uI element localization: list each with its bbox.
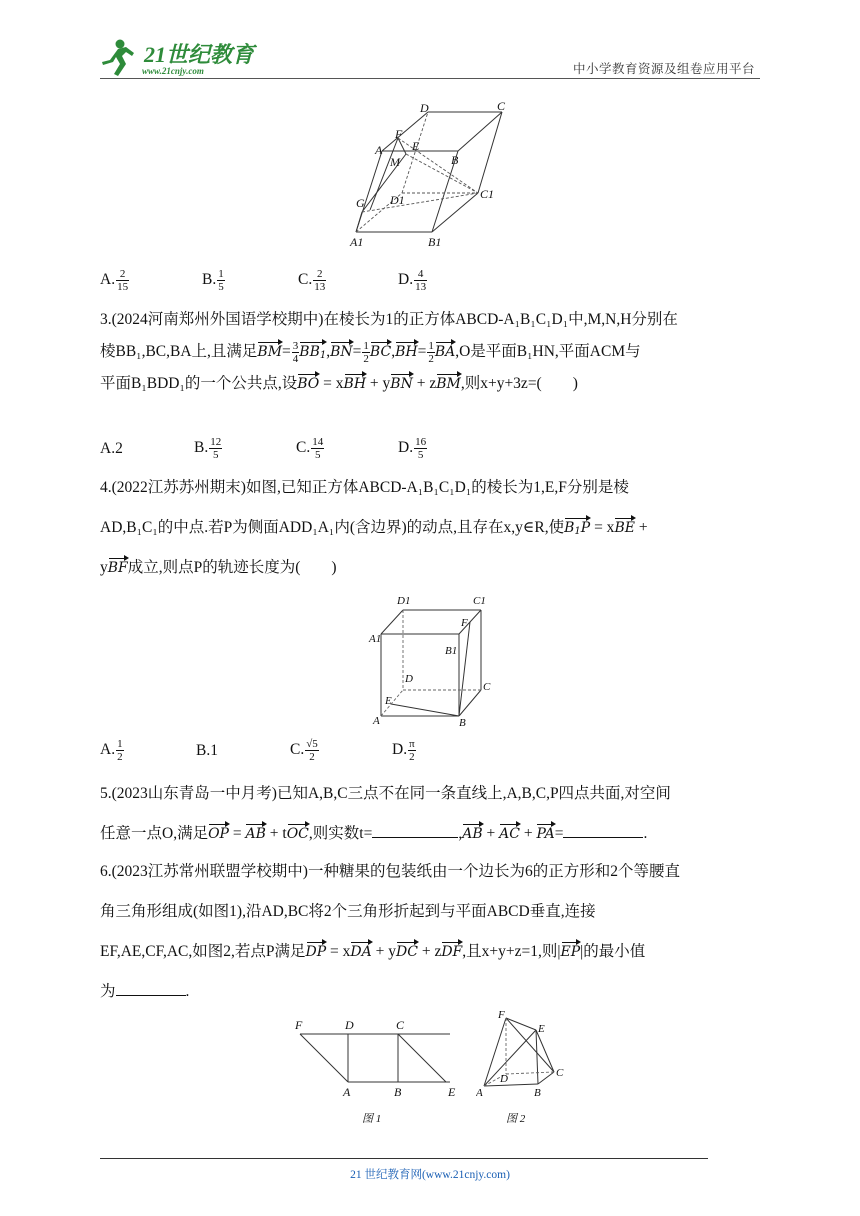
q3-option-b[interactable]: B. $\frac{12}{5}$ xyxy=(194,436,222,461)
label-D: D xyxy=(345,1018,354,1032)
label-E: E xyxy=(448,1085,456,1099)
label-C1: C1 xyxy=(480,187,495,201)
q2-options xyxy=(100,268,760,298)
q4-option-b[interactable]: B.1 xyxy=(196,742,218,759)
label-D: D xyxy=(500,1073,508,1085)
label-D: D xyxy=(405,673,413,685)
q3-line-3: 平面B₁BDD₁的一个公共点,设BO = xBH + yBN + zBM,则x+y+3z=( ) xyxy=(100,375,578,392)
label-E: E xyxy=(412,139,420,153)
label-A: A xyxy=(476,1087,483,1099)
q6-line-1: 6.(2023江苏常州联盟学校期中)一种糖果的包装纸由一个边长为6的正方形和2个等腰直 xyxy=(100,863,680,880)
q3-options xyxy=(100,436,760,466)
label-C: C xyxy=(556,1067,564,1079)
label-B: B xyxy=(459,717,466,729)
label-C: C xyxy=(396,1018,405,1032)
q2-option-d[interactable]: D. $\frac{4}{13}$ xyxy=(398,268,427,293)
logo-url: www.21cnjy.com xyxy=(142,66,204,76)
q6-line-4: 为 . xyxy=(100,972,763,1012)
label-M: M xyxy=(390,155,400,169)
q6-line-2: 角三角形组成(如图1),沿AD,BC将2个三角形折起到与平面ABCD垂直,连接 xyxy=(100,903,596,920)
q4-cube-figure xyxy=(365,592,495,732)
label-A: A xyxy=(373,715,380,727)
label-B: B xyxy=(451,153,459,167)
q3-text xyxy=(100,304,763,400)
runner-icon xyxy=(102,40,134,77)
q3-option-a[interactable]: A.2 xyxy=(100,440,123,457)
q4-options xyxy=(100,738,760,770)
fig1-caption: 图 1 xyxy=(362,1113,382,1125)
q4-line-2: AD,B₁C₁的中点.若P为侧面ADD₁A₁内(含边界)的动点,且存在x,y∈R,使$B_1P$ = xBE + xyxy=(100,519,648,537)
q2-option-a[interactable]: A. $\frac{2}{15}$ xyxy=(100,268,129,293)
fig2-caption: 图 2 xyxy=(506,1113,526,1125)
label-D1: D1 xyxy=(397,595,411,607)
label-F: F xyxy=(295,1018,303,1032)
label-F: F xyxy=(461,617,468,629)
q6-blank-answer[interactable] xyxy=(116,979,186,996)
q3-option-c[interactable]: C. $\frac{14}{5}$ xyxy=(296,436,324,461)
q5-blank-t[interactable] xyxy=(372,821,458,838)
label-B1: B1 xyxy=(428,235,442,249)
q4-option-c[interactable]: C. $\frac{√5}{2}$ xyxy=(290,738,318,763)
label-B: B xyxy=(534,1087,541,1099)
label-G: G xyxy=(356,196,365,210)
label-C: C xyxy=(497,100,506,113)
label-A1: A1 xyxy=(369,633,382,645)
q2-parallelepiped-figure xyxy=(340,100,530,250)
q6-figure-2 xyxy=(476,1004,576,1132)
q2-option-c[interactable]: C. $\frac{2}{13}$ xyxy=(298,268,326,293)
label-F: F xyxy=(498,1009,505,1021)
q5-line-1: 5.(2023山东青岛一中月考)已知A,B,C三点不在同一条直线上,A,B,C,P四点共面,对空间 xyxy=(100,785,671,802)
label-A1: A1 xyxy=(350,235,364,249)
footer-text[interactable]: 21 世纪教育网(www.21cnjy.com) xyxy=(350,1169,510,1181)
label-E: E xyxy=(385,695,392,707)
q4-text xyxy=(100,468,763,588)
q5-blank-sum[interactable] xyxy=(563,821,643,838)
q4-line-3: yBF成立,则点P的轨迹长度为( ) xyxy=(100,559,337,576)
q6-text xyxy=(100,852,763,1012)
q4-option-d[interactable]: D. $\frac{\pi}{2}$ xyxy=(392,738,415,763)
q5-text xyxy=(100,774,763,854)
label-C: C xyxy=(483,681,491,693)
q3-option-d[interactable]: D. $\frac{16}{5}$ xyxy=(398,436,427,461)
site-logo xyxy=(96,36,276,80)
label-D: D xyxy=(420,101,429,115)
label-E: E xyxy=(538,1023,545,1035)
label-A: A xyxy=(343,1085,351,1099)
q5-line-2: 任意一点O,满足OP = AB + tOC,则实数t= ,AB + AC + PA= . xyxy=(100,814,763,854)
label-F: F xyxy=(395,127,403,141)
header-divider xyxy=(100,78,760,79)
header-platform-name: 中小学教育资源及组卷应用平台 xyxy=(572,61,755,76)
q6-line-3: EF,AE,CF,AC,如图2,若点P满足DP = xDA + yDC + zDF,且x+y+z=1,则|EP|的最小值 xyxy=(100,943,646,960)
label-D1: D1 xyxy=(390,193,405,207)
label-C1: C1 xyxy=(473,595,486,607)
q3-line-2: 棱BB₁,BC,BA上,且满足BM= $\frac{3}{4}$ $BB_1,BN=$ $\frac{1}{2}$ BC,BH= $\frac{1}{2}$ BA,O是平面B₁HN,平面ACM与 xyxy=(100,339,641,365)
label-A: A xyxy=(375,143,383,157)
footer-divider xyxy=(100,1158,708,1159)
label-B: B xyxy=(394,1085,402,1099)
label-B1: B1 xyxy=(445,645,458,657)
q2-option-b[interactable]: B. $\frac{1}{5}$ xyxy=(202,268,224,293)
q3-line-1: 3.(2024河南郑州外国语学校期中)在棱长为1的正方体ABCD-A₁B₁C₁D₁中,M,N,H分别在 xyxy=(100,311,678,328)
q4-line-1: 4.(2022江苏苏州期末)如图,已知正方体ABCD-A₁B₁C₁D₁的棱长为1,E,F分别是棱 xyxy=(100,479,629,496)
q6-figure-1 xyxy=(290,1012,470,1132)
logo-text: 21世纪教育 xyxy=(144,42,255,67)
q4-option-a[interactable]: A. $\frac{1}{2}$ xyxy=(100,738,123,763)
